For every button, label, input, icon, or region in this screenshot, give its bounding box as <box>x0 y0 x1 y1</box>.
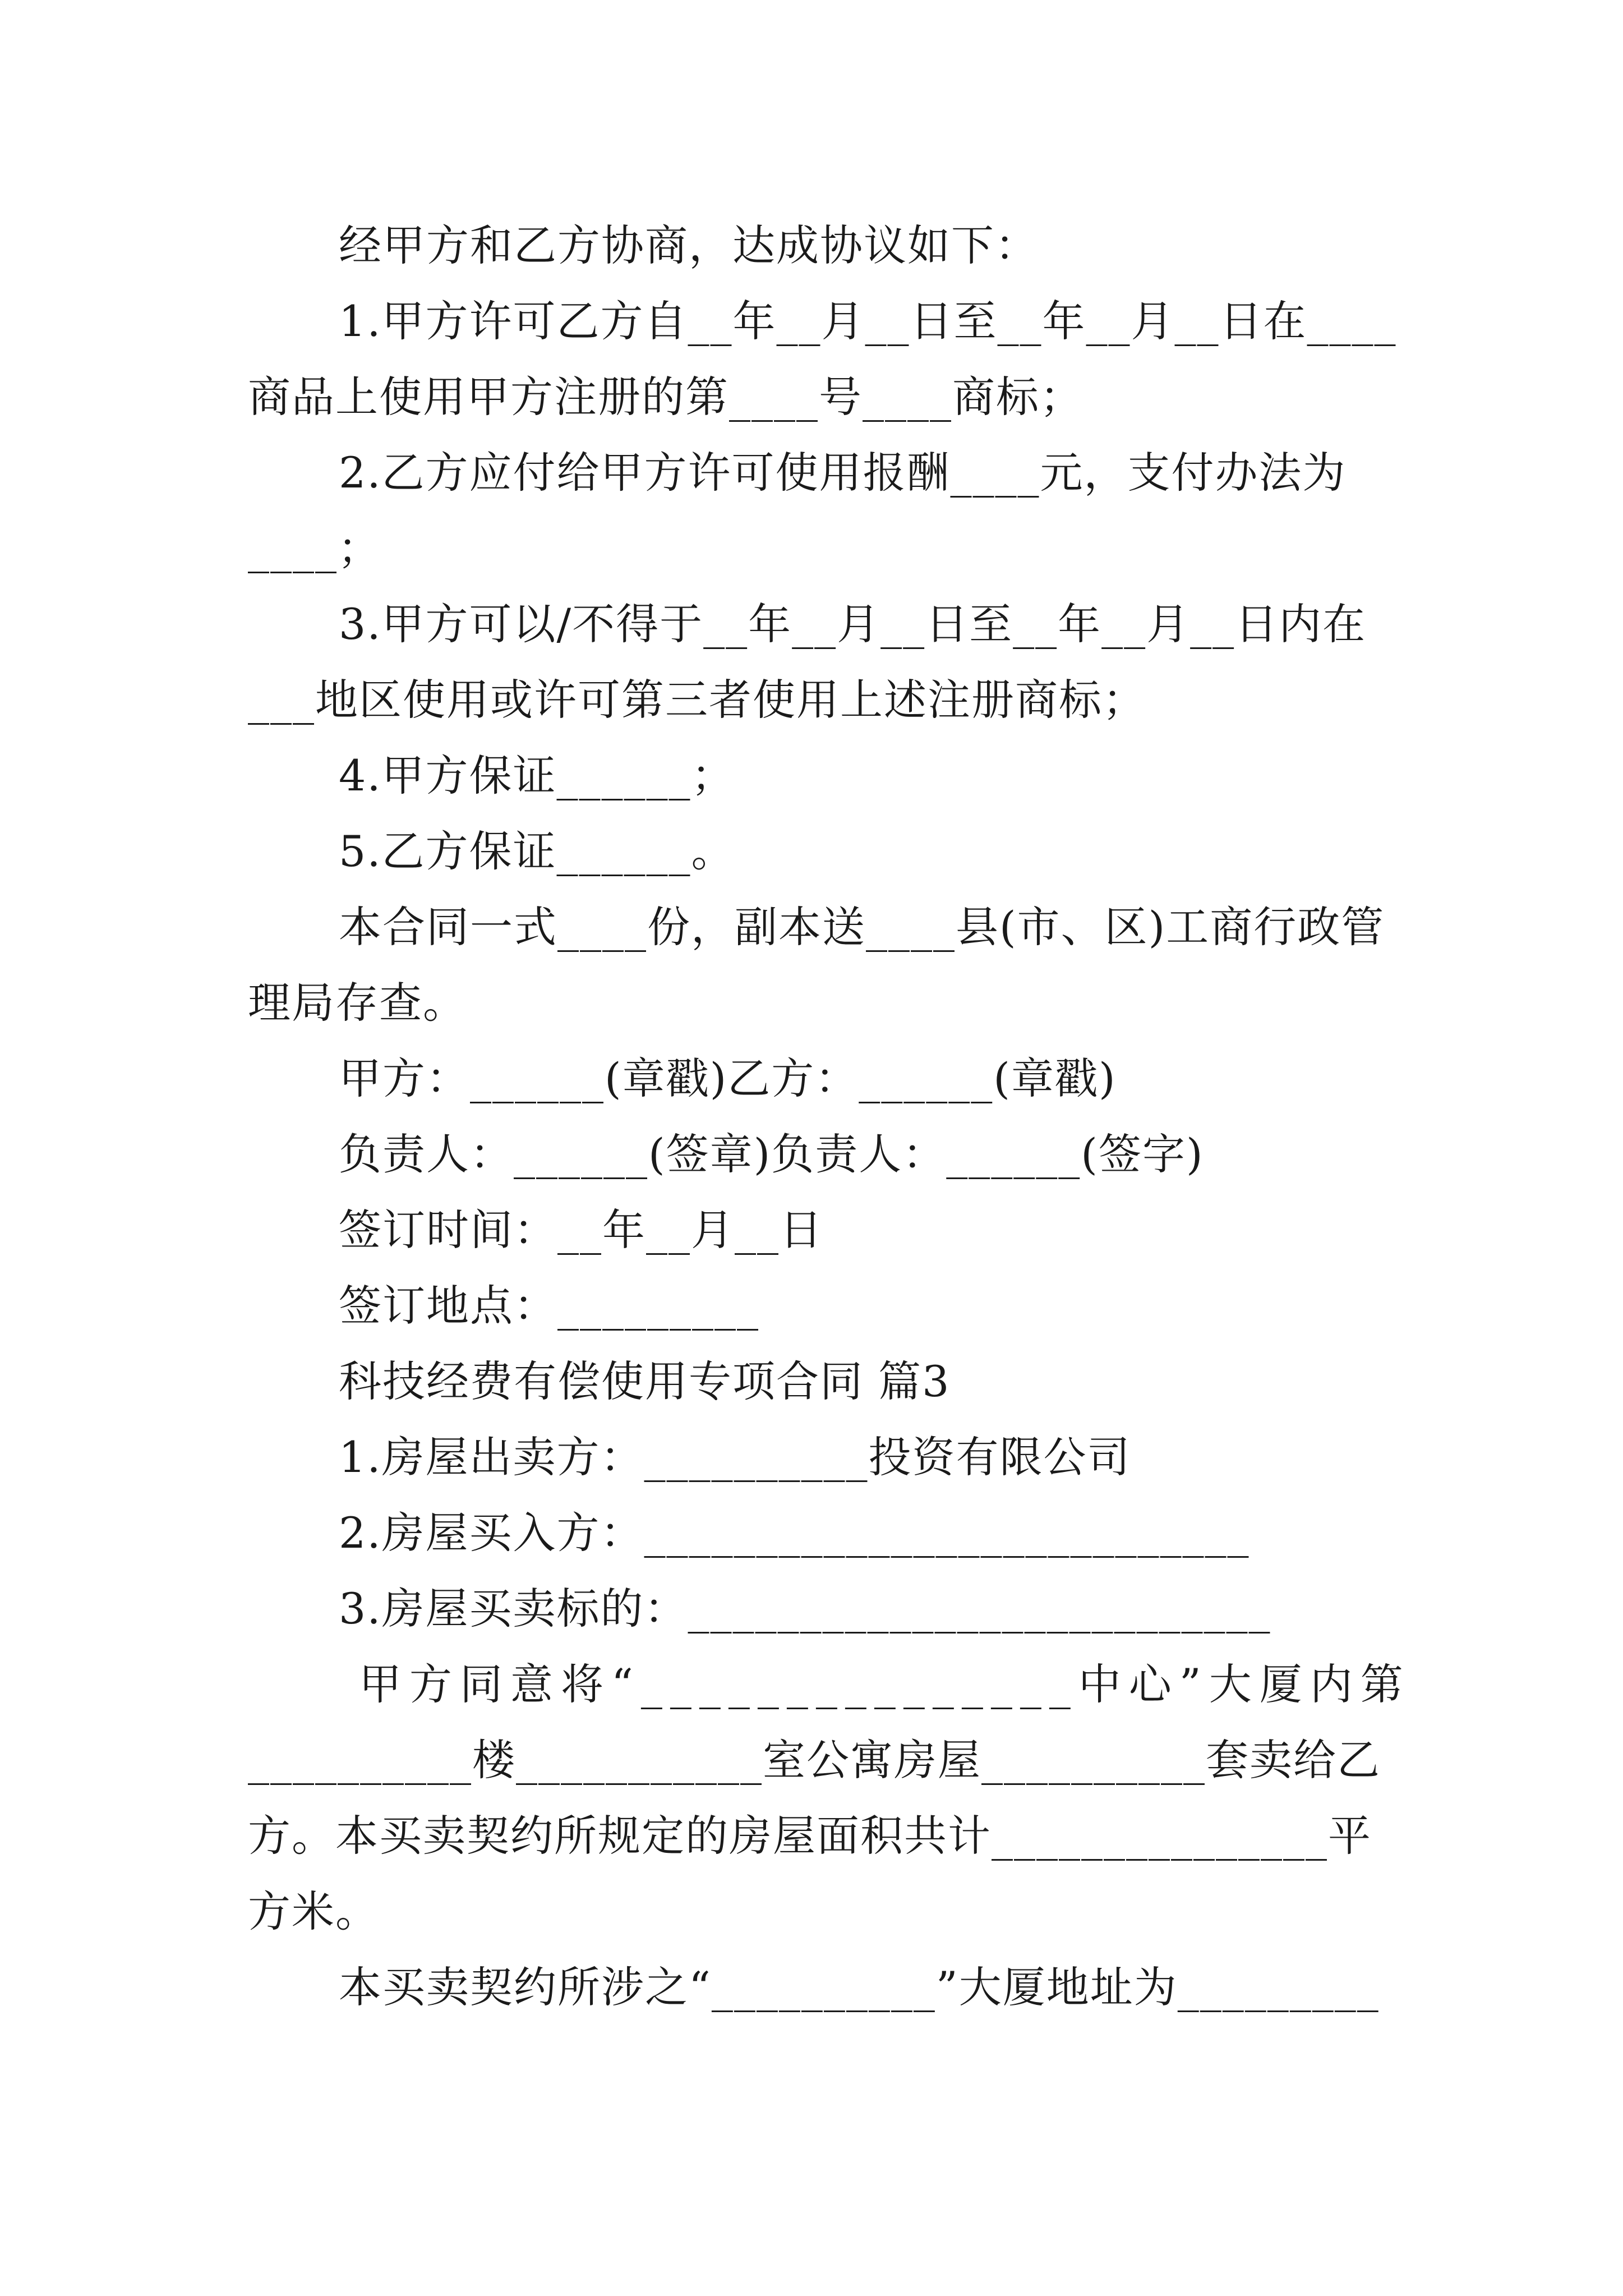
agreement-line-1: 甲方同意将“_______________中心”大厦内第 <box>359 1659 1411 1709</box>
signing-date: 签订时间：__年__月__日 <box>339 1205 823 1255</box>
clause-5: 5.乙方保证______。 <box>339 826 735 876</box>
responsible-signatures: 负责人：______(签章)负责人：______(签字) <box>339 1129 1204 1179</box>
party-seals: 甲方：______(章戳)乙方：______(章戳) <box>339 1053 1117 1103</box>
agreement-line-4: 方米。 <box>248 1887 379 1936</box>
para-intro: 经甲方和乙方协商，达成协议如下： <box>339 220 1039 270</box>
copies-line-1: 本合同一式____份，副本送____县(市、区)工商行政管 <box>339 902 1385 952</box>
signing-place: 签订地点：_________ <box>339 1281 759 1331</box>
seller-line: 1.房屋出卖方：__________投资有限公司 <box>339 1432 1131 1482</box>
clause-1-line-1: 1.甲方许可乙方自__年__月__日至__年__月__日在____ <box>339 296 1397 346</box>
clause-4: 4.甲方保证______； <box>339 751 735 800</box>
agreement-line-3: 方。本买卖契约所规定的房屋面积共计_______________平 <box>248 1811 1372 1861</box>
agreement-line-2: __________楼___________室公寓房屋__________套卖给乙 <box>248 1735 1381 1785</box>
address-line: 本买卖契约所涉之“__________”大厦地址为_________ <box>339 1962 1380 2012</box>
clause-2-line-1: 2.乙方应付给甲方许可使用报酬____元，支付办法为 <box>339 448 1347 498</box>
copies-line-2: 理局存查。 <box>248 978 467 1028</box>
subject-line: 3.房屋买卖标的：__________________________ <box>339 1584 1271 1634</box>
clause-2-line-2: ____； <box>248 523 381 573</box>
section-heading: 科技经费有偿使用专项合同 篇3 <box>339 1356 951 1406</box>
clause-3-line-1: 3.甲方可以/不得于__年__月__日至__年__月__日内在 <box>339 599 1367 649</box>
buyer-line: 2.房屋买入方：___________________________ <box>339 1508 1250 1558</box>
clause-1-line-2: 商品上使用甲方注册的第____号____商标； <box>248 372 1083 422</box>
clause-3-line-2: ___地区使用或许可第三者使用上述注册商标； <box>248 675 1146 725</box>
